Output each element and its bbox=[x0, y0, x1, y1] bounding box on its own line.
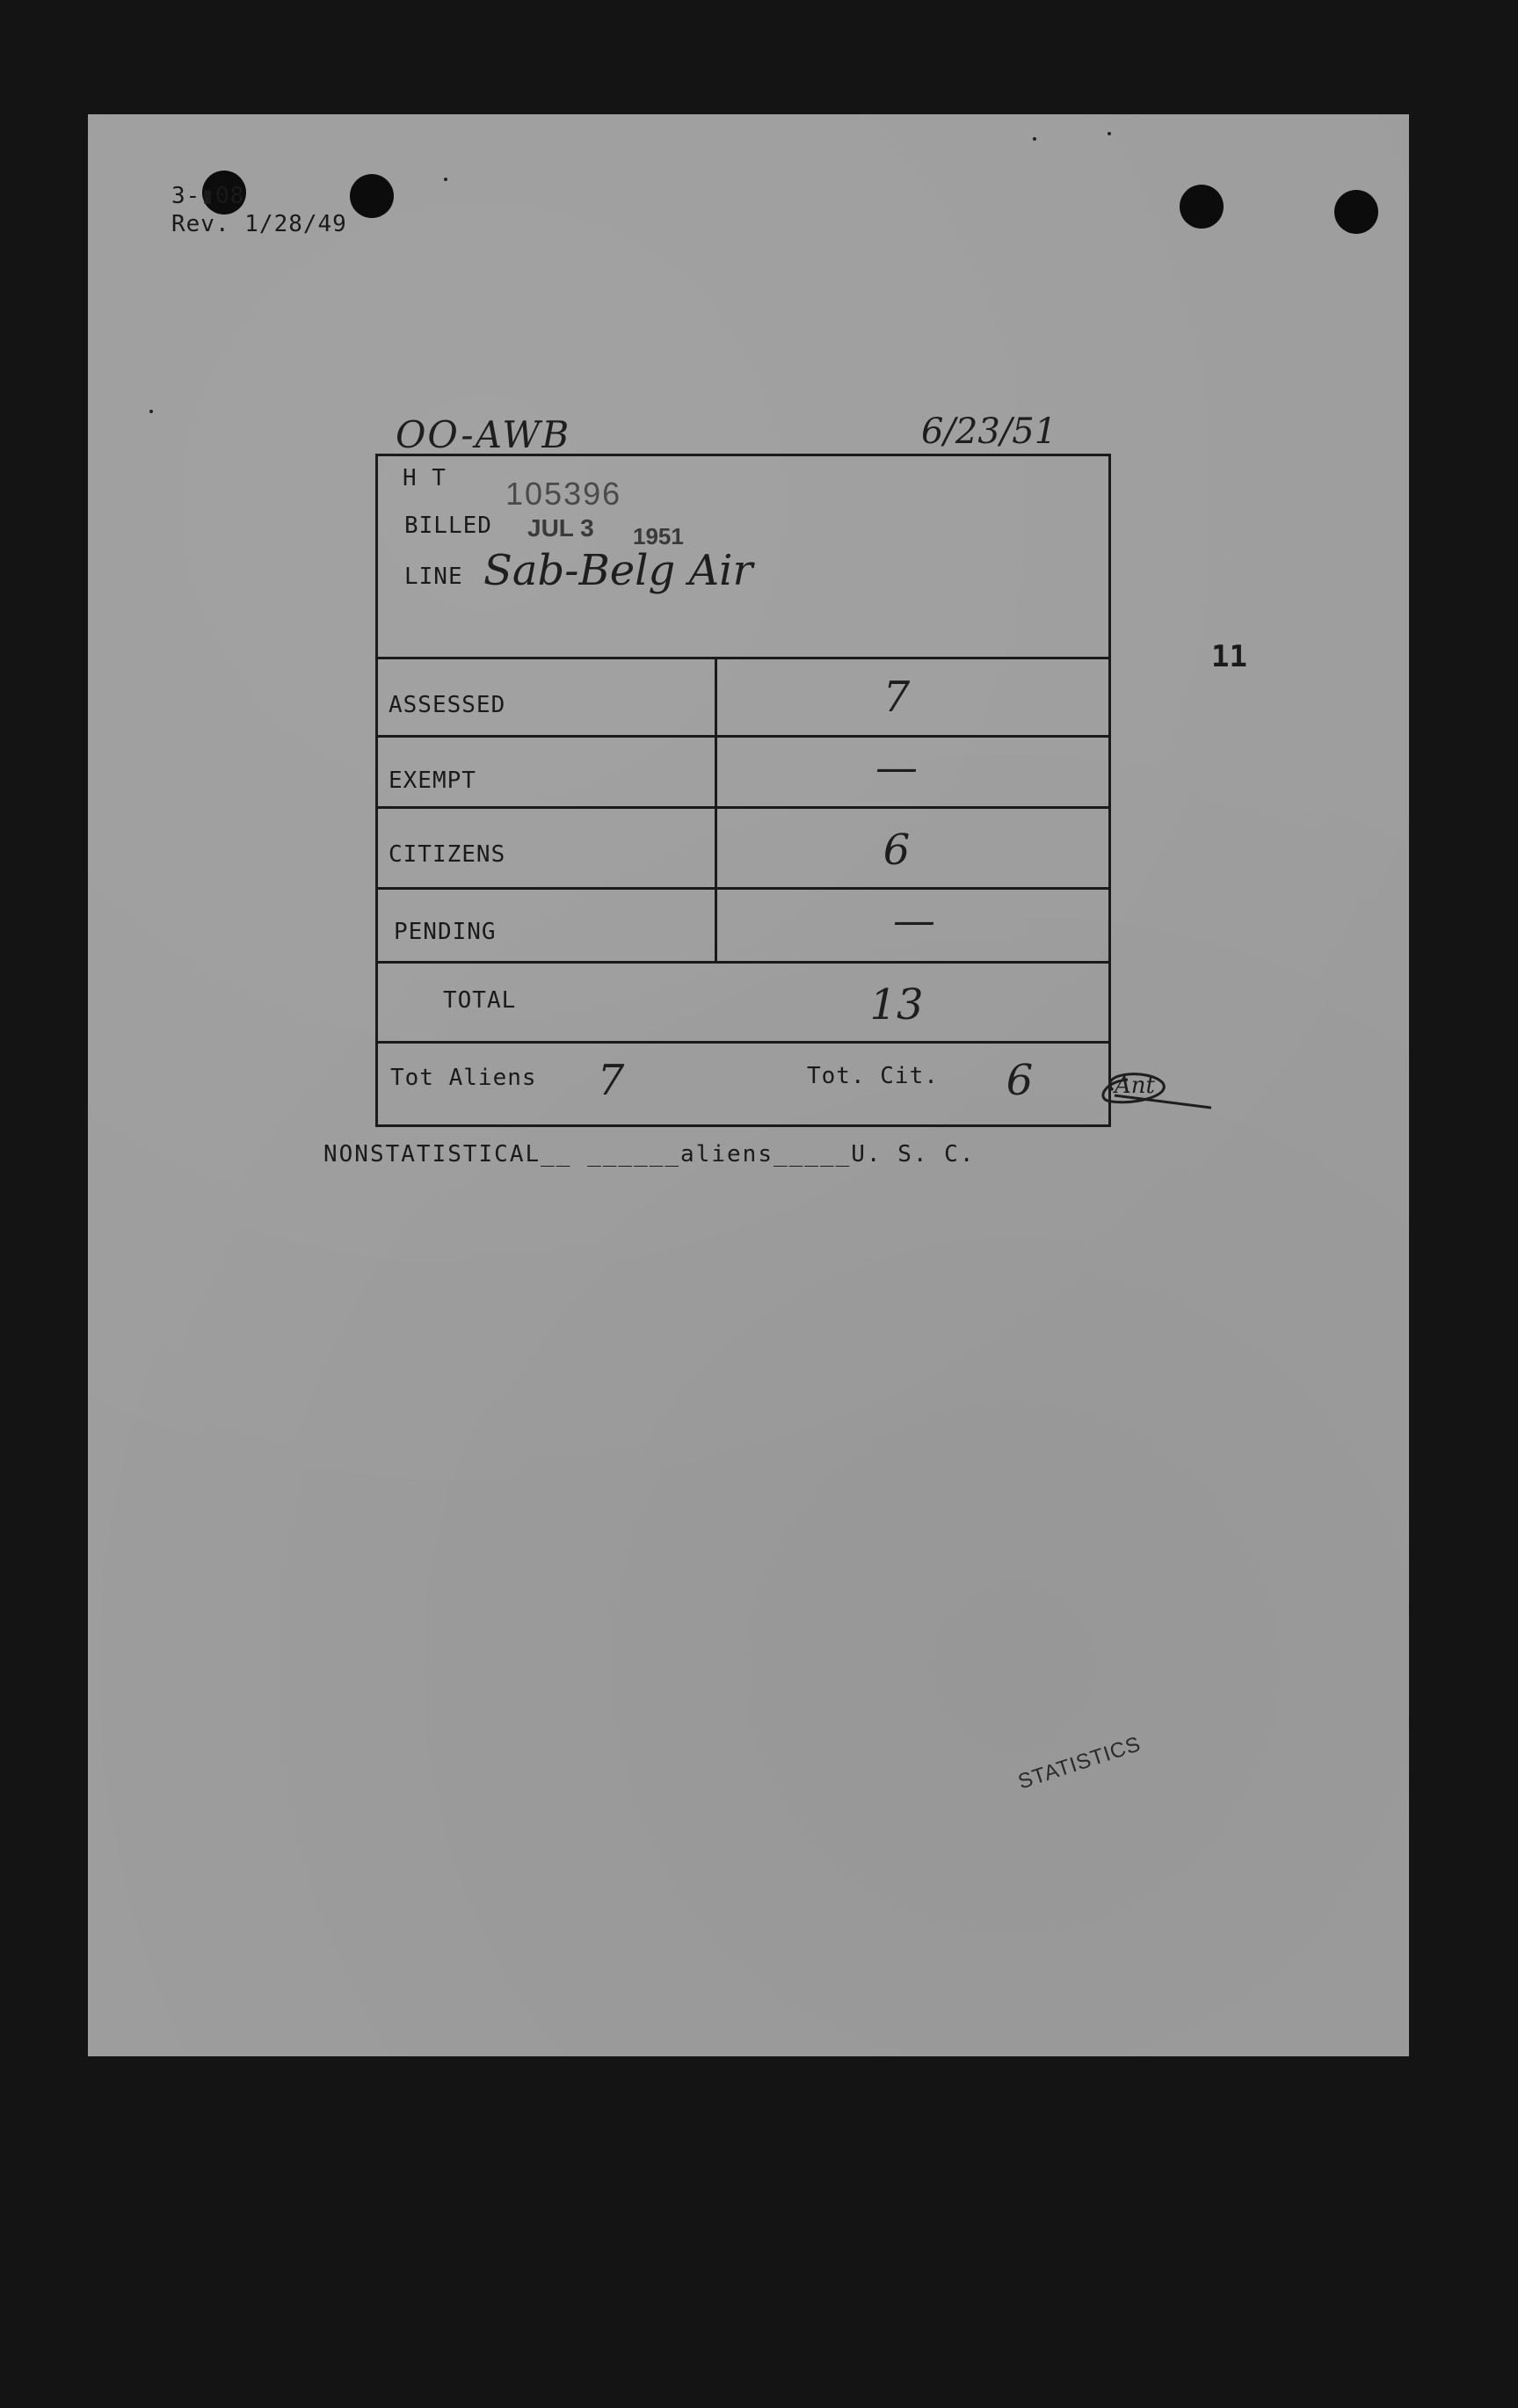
pending-value: — bbox=[893, 896, 935, 945]
divider bbox=[378, 887, 1108, 890]
billed-label: BILLED bbox=[404, 513, 492, 539]
assessed-label: ASSESSED bbox=[389, 692, 506, 718]
blank-line: __ ______ bbox=[541, 1141, 681, 1168]
pending-label: PENDING bbox=[394, 919, 497, 945]
form-revision: Rev. 1/28/49 bbox=[171, 211, 347, 237]
tot-aliens-value: 7 bbox=[597, 1056, 625, 1105]
form-number: 3-▮08 bbox=[171, 183, 245, 209]
nonstatistical-line bbox=[323, 1141, 975, 1168]
usc-label: U. S. C. bbox=[851, 1141, 976, 1168]
billed-year-stamp: 1951 bbox=[633, 523, 684, 549]
divider bbox=[378, 657, 1108, 659]
punch-hole-right-1 bbox=[1180, 185, 1224, 229]
statistics-stamp: STATISTICS bbox=[1015, 1732, 1144, 1794]
speck bbox=[1108, 132, 1111, 135]
speck bbox=[149, 410, 153, 413]
line-label: LINE bbox=[404, 564, 463, 590]
date-handwritten: 6/23/51 bbox=[921, 411, 1057, 452]
initials-text: Ant bbox=[1115, 1073, 1155, 1099]
registration-handwritten: OO-AWB bbox=[396, 413, 571, 456]
aliens-label: aliens bbox=[680, 1141, 774, 1168]
blank-line: _____ bbox=[773, 1141, 852, 1168]
total-label: TOTAL bbox=[443, 987, 517, 1014]
passenger-tally-box bbox=[375, 454, 1111, 1127]
initials-mark bbox=[1079, 1064, 1211, 1117]
total-value: 13 bbox=[869, 980, 924, 1029]
divider bbox=[378, 806, 1108, 809]
tot-cit-label: Tot. Cit. bbox=[807, 1063, 939, 1089]
tot-aliens-label: Tot Aliens bbox=[390, 1065, 537, 1091]
billed-date-stamp: JUL 3 bbox=[527, 514, 594, 542]
assessed-value: 7 bbox=[882, 673, 911, 722]
tot-cit-value: 6 bbox=[1006, 1056, 1034, 1105]
exempt-value: — bbox=[875, 743, 918, 792]
speck bbox=[444, 178, 447, 181]
page-number: 11 bbox=[1211, 639, 1247, 674]
column-divider bbox=[715, 657, 717, 961]
nonstatistical-label: NONSTATISTICAL bbox=[323, 1141, 541, 1168]
ht-label: H T bbox=[403, 465, 447, 491]
form-code bbox=[171, 182, 347, 238]
speck bbox=[1033, 137, 1036, 141]
divider bbox=[378, 961, 1108, 964]
ht-number-stamp: 105396 bbox=[505, 476, 622, 512]
exempt-label: EXEMPT bbox=[389, 768, 476, 794]
divider bbox=[378, 735, 1108, 738]
punch-hole-right-2 bbox=[1334, 190, 1378, 234]
divider bbox=[378, 1041, 1108, 1044]
citizens-label: CITIZENS bbox=[389, 841, 506, 868]
punch-hole-left-2 bbox=[350, 174, 394, 218]
airline-handwritten: Sab-Belg Air bbox=[483, 546, 753, 595]
citizens-value: 6 bbox=[882, 826, 911, 875]
